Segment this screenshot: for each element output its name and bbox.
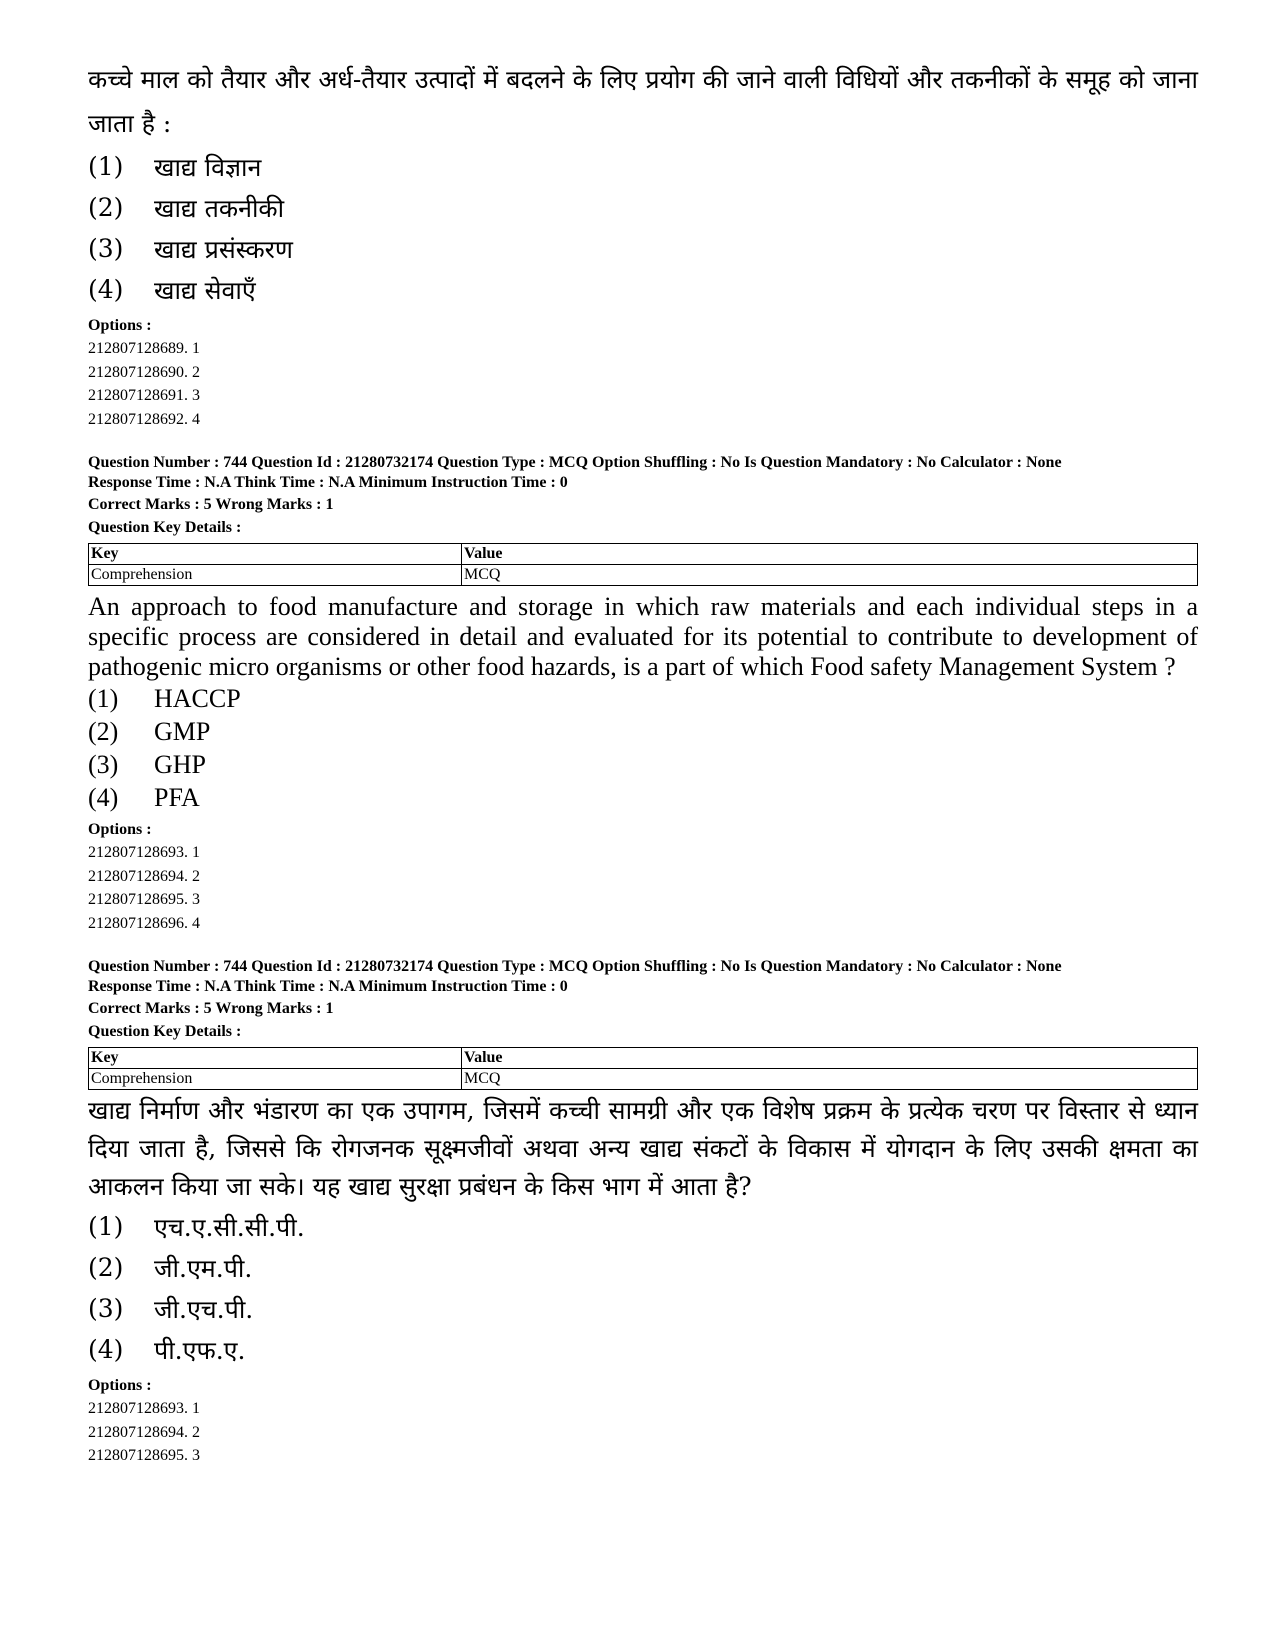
answer-choice (88, 715, 1198, 748)
choice-number: (4) (88, 275, 124, 304)
choice-number: (4) (88, 1335, 124, 1364)
choice-number: (2) (88, 1253, 124, 1282)
key-details-label: Question Key Details : (88, 519, 242, 536)
option-id: 212807128695. 3 (88, 1447, 200, 1464)
choice-number: (1) (88, 152, 124, 181)
question-info-line: Response Time : N.A Think Time : N.A Minimum Instruction Time : 0 (88, 474, 568, 491)
question-info (88, 957, 1198, 1043)
choice-text: HACCP (154, 683, 241, 713)
options-list (88, 1374, 1198, 1468)
choice-text: GHP (154, 749, 207, 779)
answer-choice (88, 1329, 1198, 1370)
answer-choice (88, 228, 1198, 269)
options-header: Options : (88, 317, 152, 334)
option-id: 212807128696. 4 (88, 914, 200, 932)
key-details-table (88, 543, 1198, 586)
question-text: कच्चे माल को तैयार और अर्ध-तैयार उत्पादों में बदलने के लिए प्रयोग की जाने वाली विधियों और तकनीकों के समूह को जाना जाता है : (88, 65, 1198, 138)
table-cell-value: MCQ (462, 1069, 1198, 1090)
choice-text: खाद्य विज्ञान (154, 152, 262, 182)
choice-text: खाद्य प्रसंस्करण (154, 234, 293, 264)
option-id: 212807128689. 1 (88, 340, 200, 357)
answer-choices (88, 682, 1198, 814)
exam-page (88, 58, 1198, 1468)
option-id: 212807128694. 2 (88, 867, 200, 885)
marks-line: Correct Marks : 5 Wrong Marks : 1 (88, 496, 334, 513)
answer-choice (88, 269, 1198, 310)
option-id: 212807128691. 3 (88, 387, 200, 404)
answer-choice (88, 1288, 1198, 1329)
choice-number: (3) (88, 749, 119, 779)
option-id: 212807128693. 1 (88, 844, 200, 861)
question-info-line: Question Number : 744 Question Id : 21280732174 Question Type : MCQ Option Shuffling : No Is Question Mandatory : No Calculator : None (88, 958, 1062, 975)
question-744-english (88, 453, 1198, 935)
question-info-line: Question Number : 744 Question Id : 21280732174 Question Type : MCQ Option Shuffling : No Is Question Mandatory : No Calculator : None (88, 454, 1062, 471)
choice-number: (3) (88, 234, 124, 263)
question-text: खाद्य निर्माण और भंडारण का एक उपागम, जिसमें कच्ची सामग्री और एक विशेष प्रक्रम के प्रत्येक चरण पर विस्तार से ध्यान दिया जाता है, जिससे कि रोगजनक सूक्ष्मजीवों अथवा अन्य खाद्य संकटों के विकास में योगदान के लिए उसकी क्षमता का आकलन किया जा सके। यह खाद्य सुरक्षा प्रबंधन के किस भाग में आता है? (88, 1096, 1198, 1201)
options-header: Options : (88, 1377, 152, 1394)
choice-text: जी.एम.पी. (154, 1253, 253, 1283)
choice-text: GMP (154, 716, 211, 746)
choice-number: (3) (88, 1294, 124, 1323)
answer-choice (88, 1206, 1198, 1247)
option-id: 212807128694. 2 (88, 1423, 200, 1441)
table-header-value: Value (462, 1048, 1198, 1069)
choice-text: एच.ए.सी.सी.पी. (154, 1212, 305, 1242)
answer-choice (88, 748, 1198, 781)
choice-text: जी.एच.पी. (154, 1294, 254, 1324)
option-id: 212807128690. 2 (88, 363, 200, 381)
option-id: 212807128693. 1 (88, 1400, 200, 1417)
answer-choice (88, 682, 1198, 715)
table-header-key: Key (89, 1048, 462, 1069)
table-cell-key: Comprehension (89, 1069, 462, 1090)
answer-choice (88, 146, 1198, 187)
answer-choice (88, 187, 1198, 228)
table-header-value: Value (462, 544, 1198, 565)
answer-choice (88, 1247, 1198, 1288)
choice-number: (1) (88, 683, 119, 713)
key-details-table (88, 1047, 1198, 1090)
choice-number: (1) (88, 1212, 124, 1241)
options-list (88, 818, 1198, 935)
table-header-key: Key (89, 544, 462, 565)
answer-choices (88, 1206, 1198, 1370)
option-id: 212807128692. 4 (88, 410, 200, 428)
answer-choices (88, 146, 1198, 310)
choice-text: PFA (154, 782, 200, 812)
choice-text: पी.एफ.ए. (154, 1335, 246, 1365)
question-info (88, 453, 1198, 539)
option-id: 212807128695. 3 (88, 891, 200, 908)
choice-text: खाद्य सेवाएँ (154, 275, 256, 305)
options-header: Options : (88, 821, 152, 838)
answer-choice (88, 781, 1198, 814)
table-cell-value: MCQ (462, 565, 1198, 586)
marks-line: Correct Marks : 5 Wrong Marks : 1 (88, 1000, 334, 1017)
options-list (88, 314, 1198, 431)
question-info-line: Response Time : N.A Think Time : N.A Minimum Instruction Time : 0 (88, 978, 568, 995)
question-text: An approach to food manufacture and storage in which raw materials and each individual steps in a specific process are considered in detail and evaluated for its potential to contribute to development of pathogenic micro organisms or other food hazards, is a part of which Food safety Management System ? (88, 592, 1198, 681)
choice-number: (2) (88, 193, 124, 222)
choice-text: खाद्य तकनीकी (154, 193, 285, 223)
question-743 (88, 58, 1198, 431)
choice-number: (2) (88, 716, 119, 746)
question-744-hindi (88, 957, 1198, 1468)
choice-number: (4) (88, 782, 119, 812)
key-details-label: Question Key Details : (88, 1023, 242, 1040)
table-cell-key: Comprehension (89, 565, 462, 586)
